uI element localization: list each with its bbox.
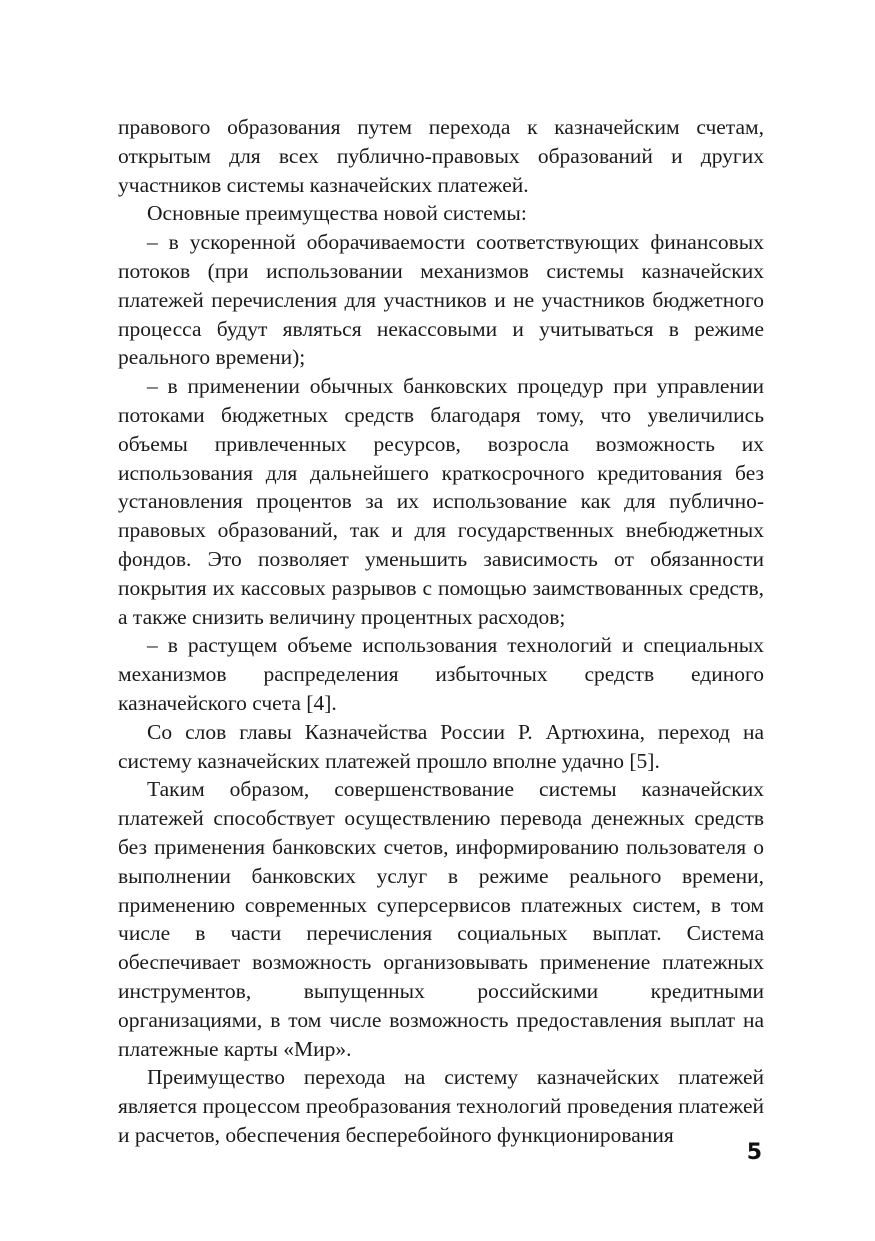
paragraph-continued: правового образования путем перехода к казначейским счетам, открытым для всех публично-правовых образований и других участников системы казначейских платежей. [118,115,764,197]
paragraph-advantage-2: – в применении обычных банковских процедур при управлении потоками бюджетных средств благодаря тому, что увеличились объемы привлеченных ресурсов, возросла возможность их использования для дальнейшего краткосрочного кредитования без установления процентов за их использование как для публично-правовых образований, так и для государственных внебюджетных фондов. Это позволяет уменьшить зависимость от обязанности покрытия их кассовых разрывов с помощью заимствованных средств, а также снизить величину процентных расходов; [118,374,764,629]
paragraph-advantage-1: – в ускоренной оборачиваемости соответствующих финансовых потоков (при использовании механизмов системы казначейских платежей перечисления для участников и не участников бюджетного процесса будут являться некассовыми и учитываться в режиме реального времени); [118,230,764,370]
paragraph-conclusion: Таким образом, совершенствование системы казначейских платежей способствует осуществлению перевода денежных средств без применения банковских счетов, информированию пользователя о выполнении банковских услуг в режиме реального времени, применению современных суперсервисов платежных систем, в том числе в части перечисления социальных выплат. Система обеспечивает возможность организовывать применение платежных инструментов, выпущенных российскими кредитными организациями, в том числе возможность предоставления выплат на платежные карты «Мир». [118,777,764,1061]
paragraph-quote: Со слов главы Казначейства России Р. Артюхина, переход на систему казначейских платежей прошло вполне удачно [5]. [118,719,764,773]
paragraph-final: Преимущество перехода на систему казначейских платежей является процессом преобразования технологий проведения платежей и расчетов, обеспечения бесперебойного функционирования [118,1065,764,1147]
body-text [118,113,764,1150]
paragraph-advantage-3: – в растущем объеме использования технологий и специальных механизмов распределения избыточных средств единого казначейского счета [4]. [118,633,764,715]
page-number: 5 [746,1140,762,1165]
paragraph-advantages-intro: Основные преимущества новой системы: [147,201,527,226]
